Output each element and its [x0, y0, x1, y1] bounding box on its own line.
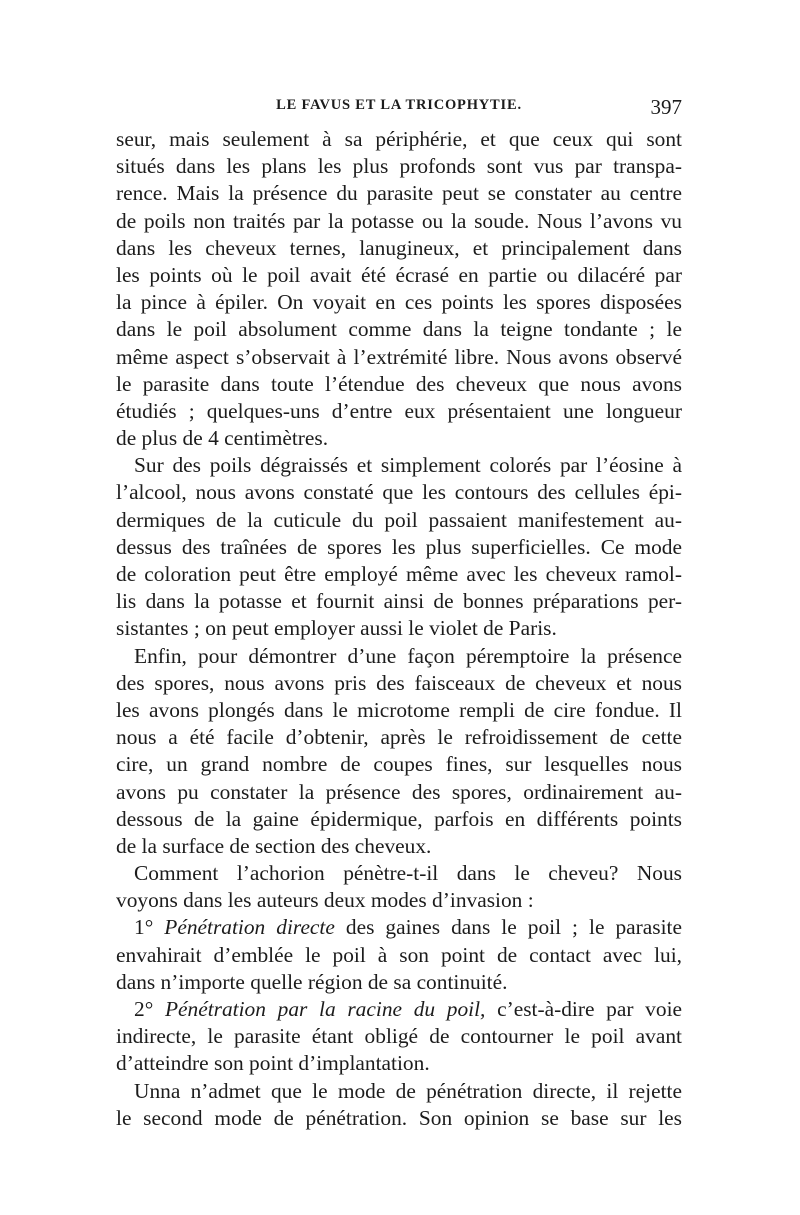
item-number: 2°: [134, 997, 154, 1021]
text-line: lis dans la potasse et fournit ainsi de bonnes préparations per-: [116, 589, 682, 614]
text-line: dessus des traînées de spores les plus superficielles. Ce mode: [116, 534, 682, 559]
text-line: Unna n’admet que le mode de pénétration directe, il rejette: [134, 1078, 682, 1103]
text-line: dessous de la gaine épidermique, parfois en différents points: [116, 806, 682, 831]
text-line: dans n’importe quelle région de sa continuité.: [116, 969, 508, 994]
text-line: rence. Mais la présence du parasite peut se constater au centre: [116, 181, 682, 206]
text-line: le second mode de pénétration. Son opinion se base sur les: [116, 1105, 682, 1130]
text-line: les points où le poil avait été écrasé en partie ou dilacéré par: [116, 262, 682, 287]
text-line: la pince à épiler. On voyait en ces points les spores disposées: [116, 290, 682, 315]
text-line: l’alcool, nous avons constaté que les contours des cellules épi-: [116, 480, 682, 505]
page-header: [116, 95, 682, 123]
item-title: Pénétration par la racine du poil,: [164, 997, 486, 1021]
text-line: indirecte, le parasite étant obligé de contourner le poil avant: [116, 1024, 682, 1049]
running-title: LE FAVUS ET LA TRICOPHYTIE.: [276, 97, 522, 113]
text-line: nous a été facile d’obtenir, après le refroidissement de cette: [116, 725, 682, 750]
text-line: Sur des poils dégraissés et simplement colorés par l’éosine à: [134, 453, 682, 478]
text-line: étudiés ; quelques-uns d’entre eux présentaient une longueur: [116, 398, 682, 423]
text-line: Comment l’achorion pénètre-t-il dans le cheveu? Nous: [134, 861, 682, 886]
text-line: des spores, nous avons pris des faisceaux de cheveux et nous: [116, 670, 682, 695]
text-line: les avons plongés dans le microtome rempli de cire fondue. Il: [116, 697, 682, 722]
text-line: de la surface de section des cheveux.: [116, 833, 432, 858]
text-line: avons pu constater la présence des spores, ordinairement au-: [116, 779, 682, 804]
text-line: le parasite dans toute l’étendue des cheveux que nous avons: [116, 371, 682, 396]
text-line: d’atteindre son point d’implantation.: [116, 1051, 430, 1076]
list-item-2: [116, 996, 682, 1023]
item-number: 1°: [134, 915, 154, 940]
text-line: sistantes ; on peut employer aussi le violet de Paris.: [116, 616, 557, 641]
text-line: de poils non traités par la potasse ou la soude. Nous l’avons vu: [116, 208, 682, 233]
body-text: [116, 126, 682, 1132]
text-line: dans les cheveux ternes, lanugineux, et principalement dans: [116, 235, 682, 260]
list-item-1: [116, 914, 682, 941]
item-text: c’est-à-dire par voie: [497, 997, 683, 1021]
text-line: voyons dans les auteurs deux modes d’invasion :: [116, 888, 534, 913]
text-line: Enfin, pour démontrer d’une façon péremptoire la présence: [134, 643, 682, 668]
text-line: situés dans les plans les plus profonds sont vus par transpa-: [116, 154, 682, 179]
text-line: même aspect s’observait à l’extrémité libre. Nous avons observé: [116, 344, 682, 369]
text-line: envahirait d’emblée le poil à son point de contact avec lui,: [116, 942, 682, 967]
text-line: seur, mais seulement à sa périphérie, et que ceux qui sont: [116, 127, 682, 151]
text-line: dans le poil absolument comme dans la teigne tondante ; le: [116, 317, 682, 342]
text-line: cire, un grand nombre de coupes fines, sur lesquelles nous: [116, 752, 682, 777]
item-title: Pénétration directe: [164, 915, 335, 940]
text-line: de coloration peut être employé même avec les cheveux ramol-: [116, 562, 682, 586]
text-line: de plus de 4 centimètres.: [116, 426, 329, 451]
page-number: 397: [650, 95, 682, 119]
item-text: des gaines dans le poil ; le parasite: [345, 915, 682, 940]
text-line: dermiques de la cuticule du poil passaient manifestement au-: [116, 507, 682, 532]
